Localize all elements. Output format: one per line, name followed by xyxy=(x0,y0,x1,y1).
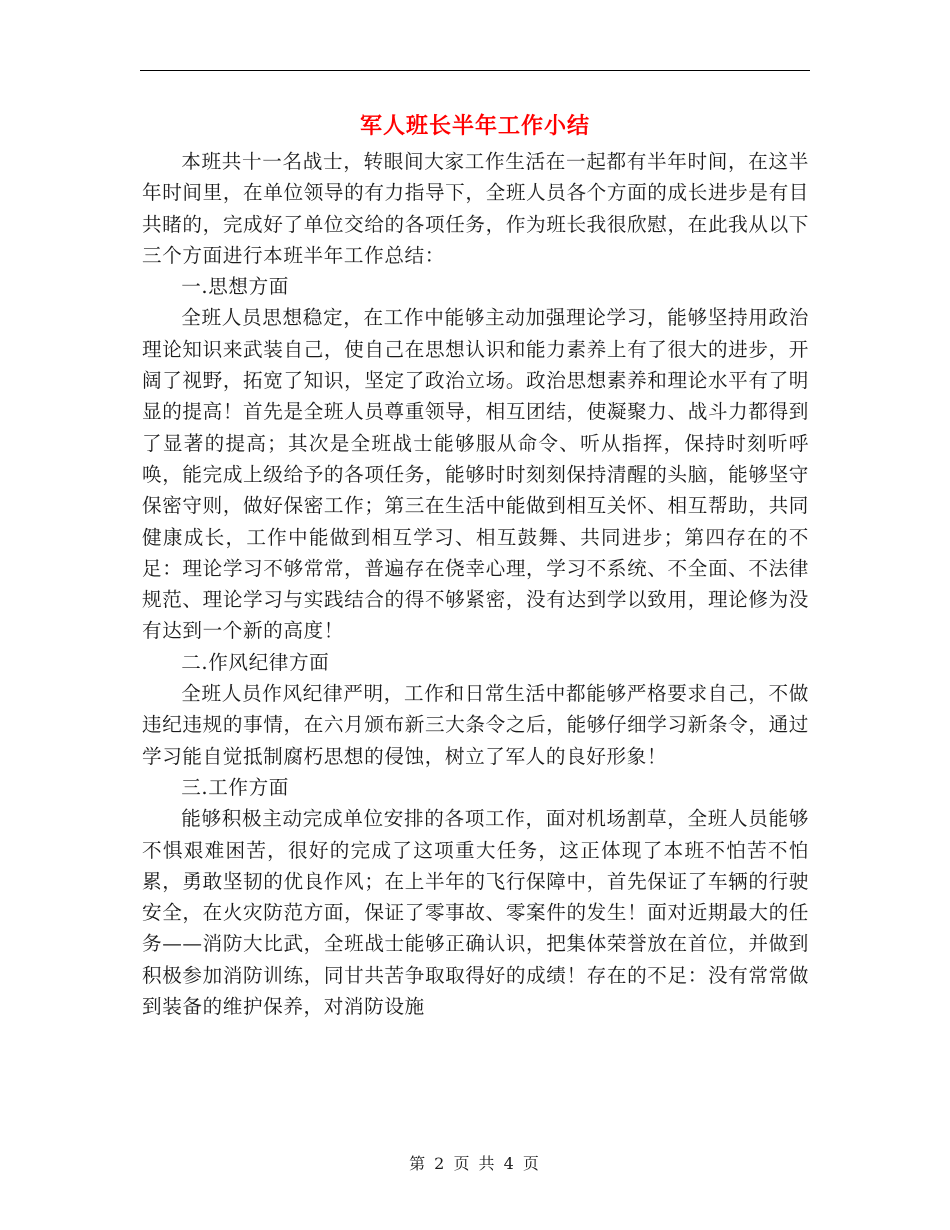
document-body xyxy=(142,146,809,1022)
section-heading-thought: 一.思想方面 xyxy=(181,275,289,299)
page-number-footer: 第 2 页 共 4 页 xyxy=(409,1154,541,1173)
header-rule xyxy=(140,70,810,71)
discipline-paragraph: 全班人员作风纪律严明，工作和日常生活中都能够严格要求自己，不做违纪违规的事情，在六月颁布新三大条令之后，能够仔细学习新条令，通过学习能自觉抵制腐朽思想的侵蚀，树立了军人的良好形象！ xyxy=(142,682,809,768)
work-paragraph: 能够积极主动完成单位安排的各项工作，面对机场割草，全班人员能够不惧艰难困苦，很好的完成了这项重大任务，这正体现了本班不怕苦不怕累，勇敢坚韧的优良作风；在上半年的飞行保障中，首先保证了车辆的行驶安全，在火灾防范方面，保证了零事故、零案件的发生！面对近期最大的任务——消防大比武，全班战士能够正确认识，把集体荣誉放在首位，并做到积极参加消防训练，同甘共苦争取取得好的成绩！存在的不足：没有常常做到装备的维护保养，对消防设施 xyxy=(142,807,809,1019)
section-heading-discipline: 二.作风纪律方面 xyxy=(181,650,330,674)
document-title: 军人班长半年工作小结 xyxy=(359,113,590,139)
intro-paragraph: 本班共十一名战士，转眼间大家工作生活在一起都有半年时间，在这半年时间里，在单位领导的有力指导下，全班人员各个方面的成长进步是有目共睹的，完成好了单位交给的各项任务，作为班长我很欣慰，在此我从以下三个方面进行本班半年工作总结： xyxy=(142,150,809,267)
thought-paragraph: 全班人员思想稳定，在工作中能够主动加强理论学习，能够坚持用政治理论知识来武装自己，使自己在思想认识和能力素养上有了很大的进步，开阔了视野，拓宽了知识，坚定了政治立场。政治思想素养和理论水平有了明显的提高！首先是全班人员尊重领导，相互团结，使凝聚力、战斗力都得到了显著的提高；其次是全班战士能够服从命令、听从指挥，保持时刻听呼唤，能完成上级给予的各项任务，能够时时刻刻保持清醒的头脑，能够坚守保密守则，做好保密工作；第三在生活中能做到相互关怀、相互帮助，共同健康成长，工作中能做到相互学习、相互鼓舞、共同进步；第四存在的不足：理论学习不够常常，普遍存在侥幸心理，学习不系统、不全面、不法律规范、理论学习与实践结合的得不够紧密，没有达到学以致用，理论修为没有达到一个新的高度！ xyxy=(142,306,809,643)
section-heading-work: 三.工作方面 xyxy=(181,775,289,799)
